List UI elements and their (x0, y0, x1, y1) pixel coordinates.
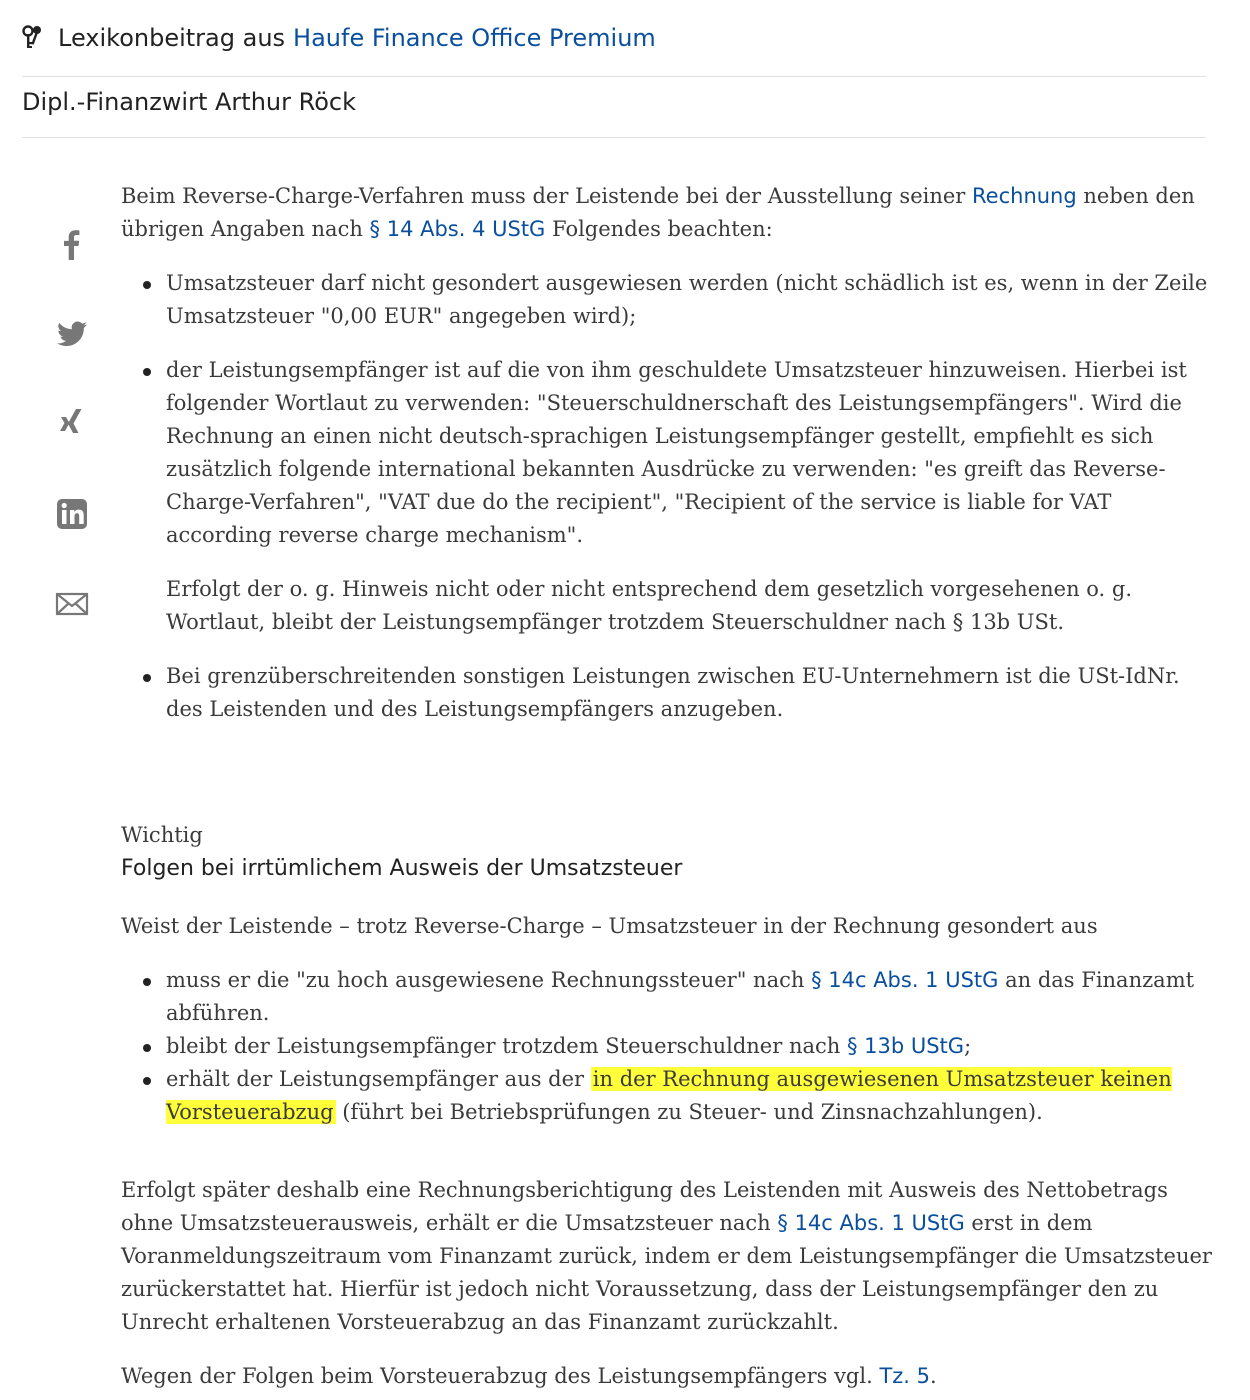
facebook-icon[interactable] (54, 226, 90, 262)
list-item-text: erhält der Leistungsempfänger aus der (166, 1067, 591, 1091)
ustg-14-link[interactable]: § 14 Abs. 4 UStG (369, 217, 546, 241)
intro-text: Folgendes beachten: (545, 217, 773, 241)
rechnung-link[interactable]: Rechnung (972, 184, 1077, 208)
list-item-text: bleibt der Leistungsempfänger trotzdem Steuerschuldner nach (166, 1034, 847, 1058)
list-item (121, 660, 1221, 726)
list-item (121, 354, 1221, 639)
requirements-list (121, 267, 1221, 726)
list-item (121, 1030, 1221, 1063)
intro-text: neben den übrigen Angaben nach (121, 184, 1195, 241)
highlighted-text: in der Rechnung ausgewiesenen Umsatzsteuer keinen Vorsteuerabzug (166, 1067, 1172, 1124)
list-item-text: muss er die "zu hoch ausgewiesene Rechnungssteuer" nach (166, 968, 812, 992)
important-title: Folgen bei irrtümlichem Ausweis der Umsatzsteuer (121, 856, 683, 881)
ustg-14c-link[interactable]: § 14c Abs. 1 UStG (777, 1211, 965, 1235)
list-item (121, 964, 1221, 1030)
list-item-text: Umsatzsteuer darf nicht gesondert ausgewiesen werden (nicht schädlich ist es, wenn in der Zeile Umsatzsteuer "0,00 EUR" angegeben wird); (166, 271, 1208, 328)
list-item-text: der Leistungsempfänger ist auf die von ihm geschuldete Umsatzsteuer hinzuweisen. Hierbei ist folgender Wortlaut zu verwenden: "Steuerschuldnerschaft des Leistungsempfängers". Wird die Rechnung an einen nicht deutsch-sprachigen Leistungsempfänger gestellt, empfiehlt es sich zusätzlich folgende international bekannten Ausdrücke zu verwenden: "es greift das Reverse-Charge-Verfahren", "VAT due do the recipient", "Recipient of the service is liable for VAT according reverse charge mechanism". (166, 358, 1187, 547)
list-item-text: Bei grenzüberschreitenden sonstigen Leistungen zwischen EU-Unternehmern ist die USt-IdNr. des Leistenden und des Leistungsempfängers anzugeben. (166, 664, 1180, 721)
xing-icon[interactable] (54, 406, 90, 442)
reference-paragraph (121, 1360, 1221, 1393)
source-header (22, 18, 1206, 58)
paragraph-text: Erfolgt später deshalb eine Rechnungsberichtigung des Leistenden mit Ausweis des Nettobetrags ohne Umsatzsteuerausweis, erhält er die Umsatzsteuer nach (121, 1178, 1168, 1235)
consequences-list (121, 964, 1221, 1129)
list-item (121, 1063, 1221, 1129)
article-body (121, 180, 1221, 1393)
ustg-13b-link[interactable]: § 13b UStG (846, 1034, 965, 1058)
ustg-14c-link[interactable]: § 14c Abs. 1 UStG (811, 968, 999, 992)
intro-paragraph (121, 180, 1221, 246)
closing-paragraph (121, 1174, 1221, 1339)
intro-text: Beim Reverse-Charge-Verfahren muss der Leistende bei der Ausstellung seiner (121, 184, 973, 208)
important-intro: Weist der Leistende – trotz Reverse-Charge – Umsatzsteuer in der Rechnung gesondert aus (121, 914, 1098, 938)
divider (22, 76, 1206, 77)
linkedin-icon[interactable] (54, 496, 90, 532)
twitter-icon[interactable] (54, 316, 90, 352)
list-item-text: (führt bei Betriebsprüfungen zu Steuer- und Zinsnachzahlungen). (335, 1100, 1043, 1124)
paragraph-text: Wegen der Folgen beim Vorsteuerabzug des Leistungsempfängers vgl. (121, 1364, 880, 1388)
paragraph-text: erst in dem Voranmeldungszeitraum vom Finanzamt zurück, indem er dem Leistungsempfänger die Umsatzsteuer zurückerstattet hat. Hierfür ist jedoch nicht Voraussetzung, dass der Leistungsempfänger den zu Unrecht erhaltenen Vorsteuerabzug an das Finanzamt zurückzahlt. (121, 1211, 1212, 1334)
tz5-link[interactable]: Tz. 5 (879, 1364, 931, 1388)
divider (22, 137, 1206, 138)
author-name: Dipl.-Finanzwirt Arthur Röck (22, 88, 356, 116)
paragraph-text: . (930, 1364, 937, 1388)
list-item-note: Erfolgt der o. g. Hinweis nicht oder nicht entsprechend dem gesetzlich vorgesehenen o. g. Wortlaut, bleibt der Leistungsempfänger trotzdem Steuerschuldner nach § 13b USt. (166, 577, 1133, 634)
important-box (121, 819, 1221, 1129)
list-item-text: an das Finanzamt abführen. (166, 968, 1195, 1025)
product-link[interactable]: Haufe Finance Office Premium (293, 24, 656, 52)
keys-icon (22, 25, 46, 51)
important-label: Wichtig (121, 823, 203, 847)
mail-icon[interactable] (54, 586, 90, 622)
list-item (121, 267, 1221, 333)
list-item-text: ; (964, 1034, 972, 1058)
source-prefix: Lexikonbeitrag aus (58, 24, 286, 52)
